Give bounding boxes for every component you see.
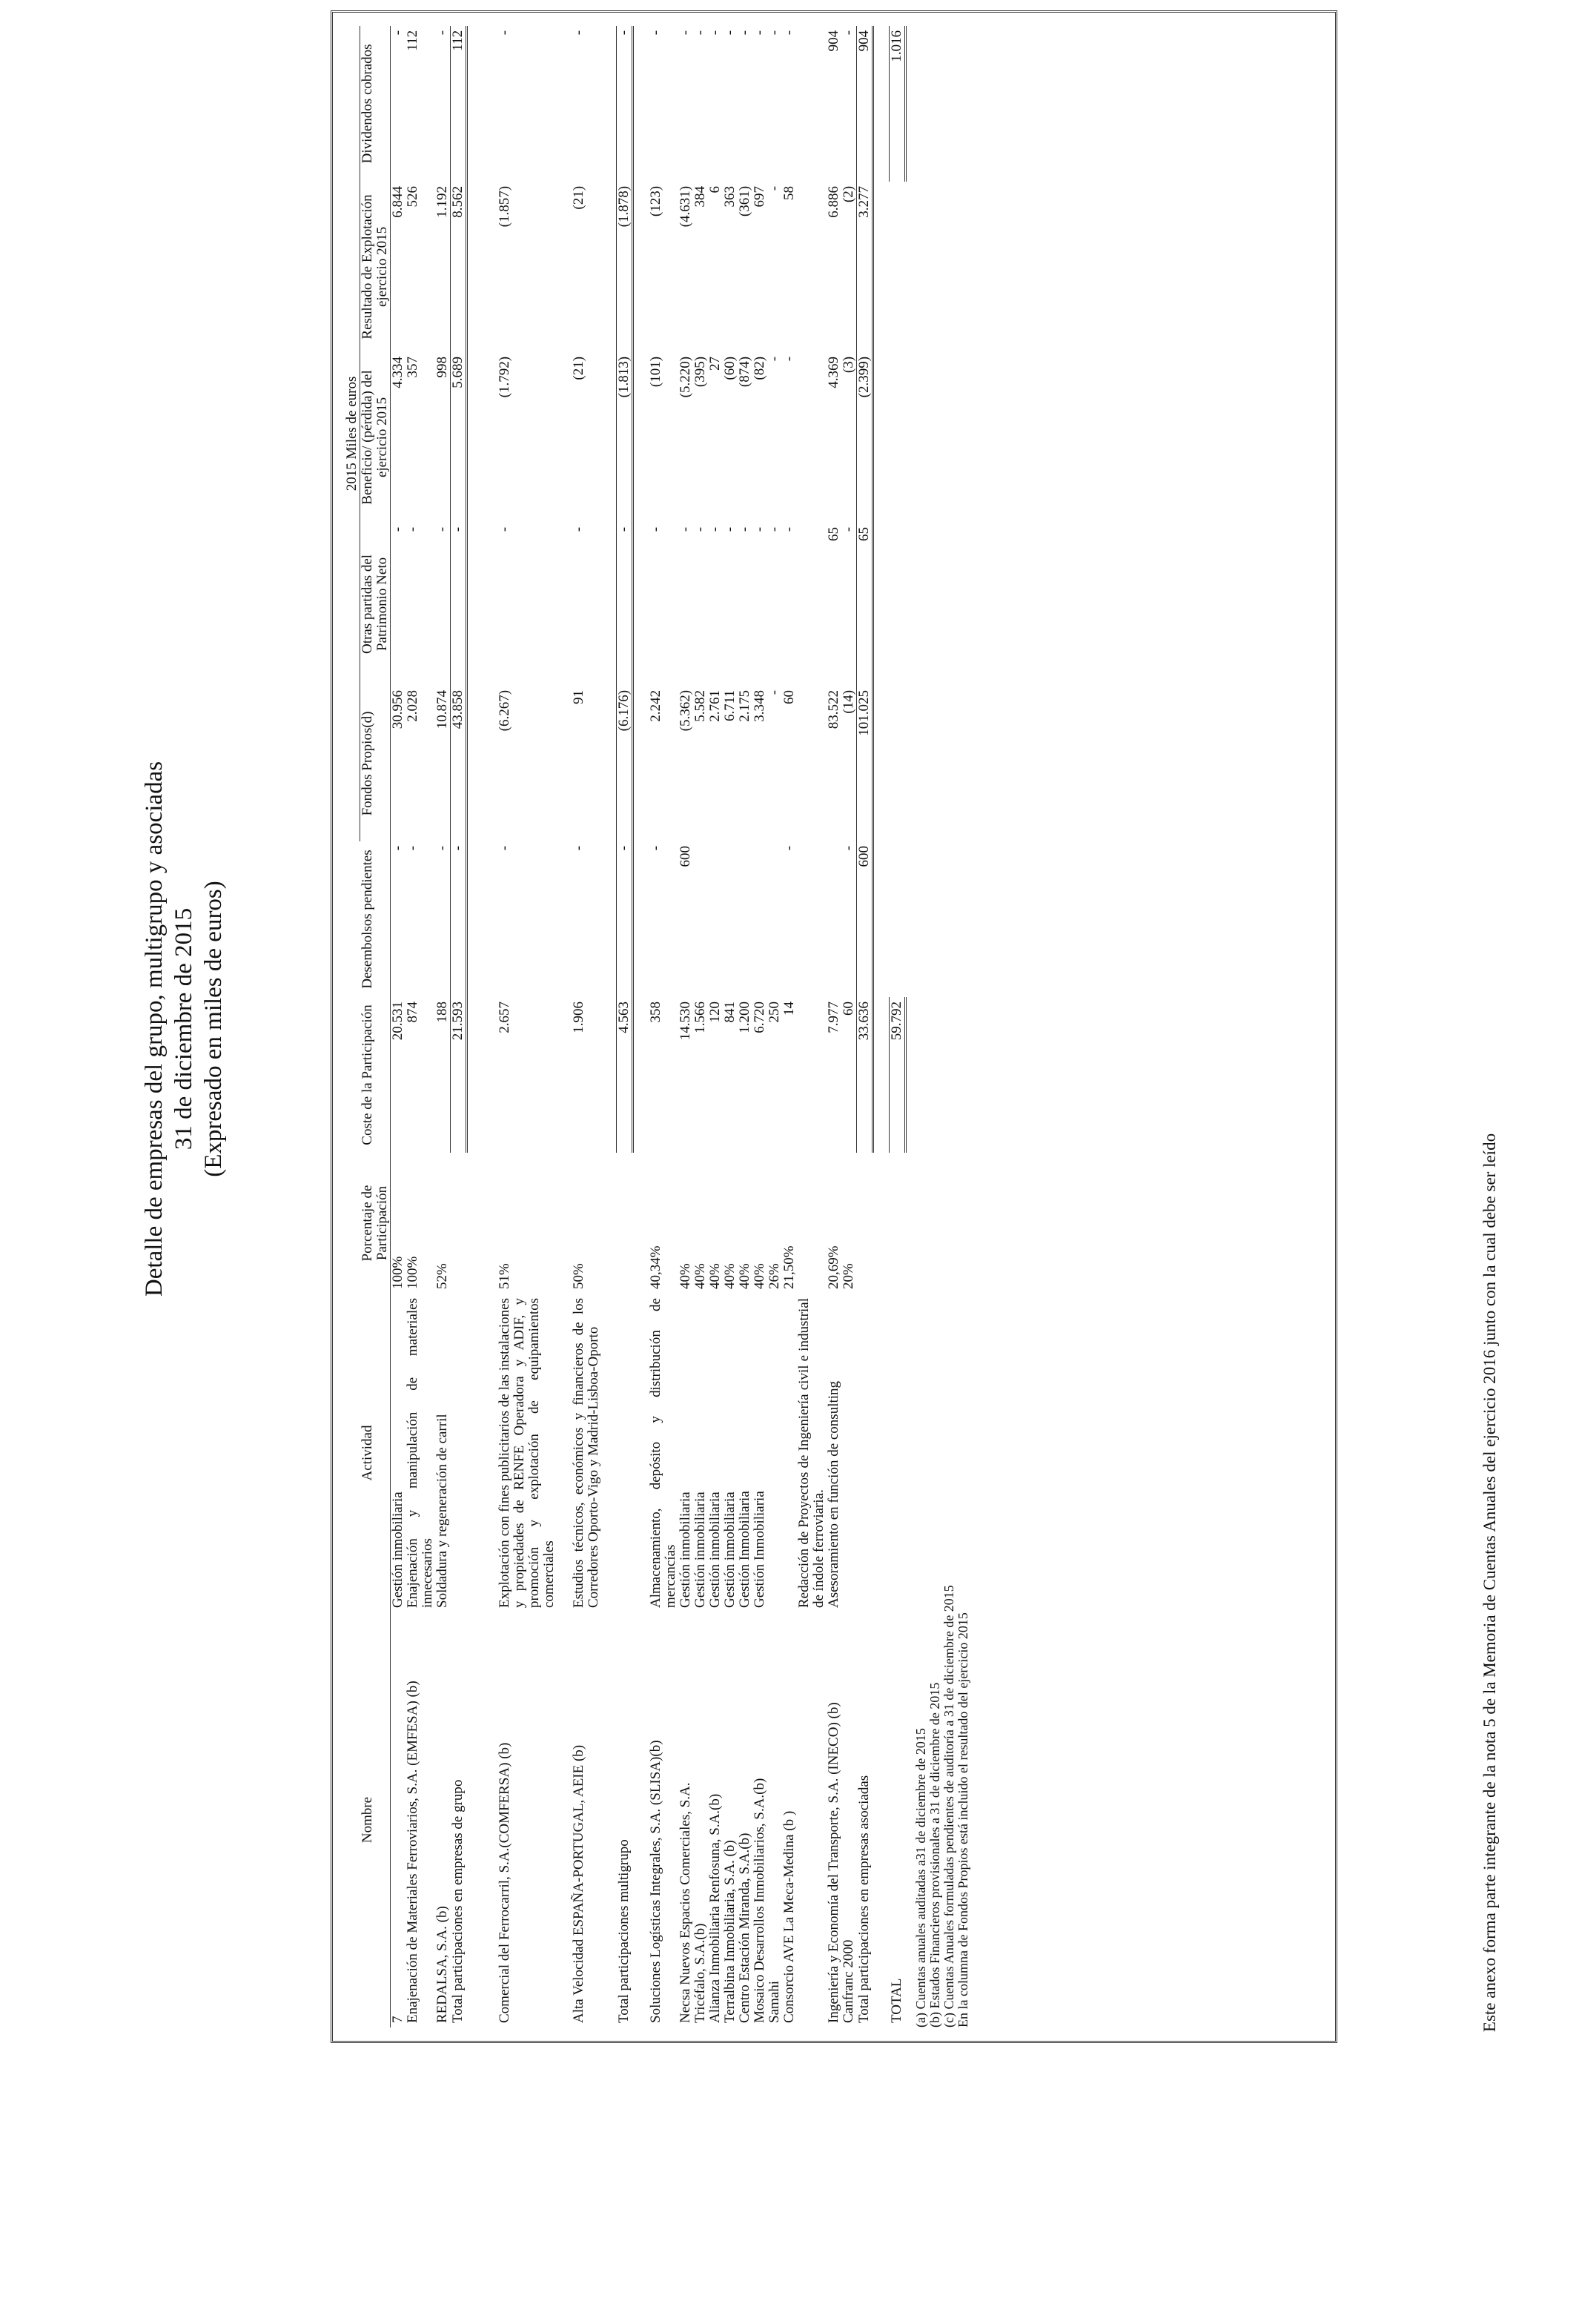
cell-dividendos: 112 [405, 30, 420, 51]
cell-desembolsos: - [781, 845, 797, 851]
cell-nombre: Enajenación de Materiales Ferroviarios, S.A. (EMFESA) (b) [405, 1681, 420, 2023]
cell-dividendos: - [648, 30, 663, 36]
total-beneficio: 5.689 [451, 352, 467, 523]
cell-dividendos: - [434, 30, 450, 36]
cell-actividad [782, 1294, 797, 1612]
cell-coste: 2.657 [497, 1002, 512, 1033]
cell-nombre: Ingeniería y Economía del Transporte, S.A. (INECO) (b) [826, 1702, 841, 2023]
cell-nombre: Necsa Nuevos Espacios Comerciales, S.A. [678, 1782, 693, 2023]
cell-desembolsos: - [390, 845, 405, 851]
cell-beneficio: 4.334 [390, 356, 405, 388]
total-row [617, 26, 633, 2027]
cell-porcentaje: 40,34% [648, 1245, 663, 1289]
total-beneficio: (2.399) [857, 352, 873, 523]
cell-actividad: Asesoramiento en función de consulting [826, 1380, 841, 1608]
cell-actividad: Gestión Inmobiliaria [752, 1491, 767, 1608]
footnote-d: En la columna de Fondos Propios está incluido el resultado del ejercicio 2015 [956, 1612, 970, 2027]
cell-actividad: Soldadura y regeneración de carril [434, 1414, 450, 1608]
total-resultado: (1.878) [617, 182, 633, 352]
cell-coste: 188 [434, 1002, 450, 1023]
cell-resultado: (2) [841, 185, 856, 203]
cell-resultado [797, 182, 827, 352]
cell-resultado: 526 [405, 185, 420, 208]
cell-fondos: 2.761 [707, 689, 723, 722]
cell-fondos: 60 [781, 689, 797, 704]
cell-desembolsos [708, 841, 723, 997]
cell-resultado: (21) [571, 185, 586, 210]
cell-fondos: 3.348 [752, 689, 767, 722]
header-nombre: Nombre [360, 1612, 391, 2027]
cell-actividad: Gestión inmobiliaria [390, 1492, 405, 1608]
cell-coste: 841 [722, 1002, 738, 1023]
cell-otras: - [678, 526, 693, 532]
total-otras: 65 [857, 523, 873, 686]
spacer-row [873, 26, 890, 2027]
cell-dividendos: - [678, 30, 693, 36]
cell-fondos: - [767, 689, 782, 695]
cell-porcentaje: 100% [390, 1256, 405, 1289]
cell-coste: 7.977 [826, 1002, 841, 1033]
cell-dividendos: - [722, 30, 738, 36]
cell-otras: - [692, 526, 708, 532]
cell-coste: 14 [781, 1002, 797, 1016]
cell-beneficio: 357 [405, 356, 420, 378]
footnote-a: (a) Cuentas anuales auditadas a31 de diciembre de 2015 [913, 1728, 928, 2027]
cell-coste [797, 997, 827, 1153]
cell-beneficio: (3) [841, 356, 856, 374]
total-beneficio [890, 352, 906, 523]
cell-fondos: 2.028 [405, 689, 420, 722]
total-label: TOTAL [888, 1978, 904, 2023]
cell-dividendos: - [767, 30, 782, 36]
table-row [841, 26, 857, 2027]
cell-actividad: Almacenamiento, depósito y distribución de mercancías [648, 1298, 678, 1608]
cell-porcentaje: 52% [434, 1263, 450, 1289]
cell-actividad: Gestión inmobiliaria [678, 1492, 693, 1608]
cell-porcentaje: 51% [497, 1263, 512, 1289]
table-row [782, 26, 797, 2027]
title-line-2: 31 de diciembre de 2015 [170, 907, 197, 1151]
total-row [857, 26, 873, 2027]
title-line-3: (Expresado en miles de euros) [200, 881, 227, 1177]
cell-dividendos: - [571, 30, 586, 36]
cell-resultado: 1.192 [434, 185, 450, 218]
total-coste: 33.636 [857, 997, 873, 1153]
cell-fondos: (6.267) [497, 689, 512, 732]
cell-coste: 20.531 [390, 1002, 405, 1041]
cell-desembolsos: - [405, 845, 420, 851]
cell-beneficio: 998 [434, 356, 450, 378]
cell-coste: 1.906 [571, 1002, 586, 1033]
cell-fondos: 91 [571, 689, 586, 704]
cell-nombre: Alta Velocidad ESPAÑA-PORTUGAL, AEIE (b) [571, 1744, 586, 2023]
cell-fondos: 10.874 [434, 689, 450, 729]
cell-porcentaje: 40% [707, 1263, 723, 1289]
table-row [435, 26, 451, 2027]
cell-resultado: 697 [752, 185, 767, 208]
cell-beneficio: - [767, 356, 782, 362]
total-row [890, 26, 906, 2027]
cell-desembolsos: - [648, 845, 663, 851]
table-row [678, 26, 693, 2027]
cell-desembolsos [827, 841, 841, 997]
cell-resultado: (4.631) [678, 185, 693, 228]
cell-resultado: 384 [692, 185, 708, 208]
header-beneficio: Beneficio/ (pérdida) del ejercicio 2015 [360, 352, 391, 523]
spacer-row [557, 26, 572, 2027]
document-title [139, 510, 228, 1548]
cell-otras: - [434, 526, 450, 532]
cell-desembolsos: - [841, 845, 856, 851]
cell-resultado: (361) [737, 185, 752, 217]
cell-coste: 60 [841, 1002, 856, 1016]
cell-coste: 120 [707, 1002, 723, 1023]
cell-nombre: Comercial del Ferrocarril, S.A.(COMFERSA) (b) [497, 1742, 512, 2023]
cell-resultado: (1.857) [497, 185, 512, 228]
participations-sheet [345, 26, 1323, 2027]
header-actividad: Actividad [360, 1294, 391, 1612]
cell-porcentaje: 20% [841, 1263, 856, 1289]
total-coste: 4.563 [617, 997, 633, 1153]
cell-otras: - [390, 526, 405, 532]
total-row [451, 26, 467, 2027]
cell-nombre: Mosaico Desarrollos Inmobiliarios, S.A.(b) [752, 1778, 767, 2023]
total-resultado: 3.277 [857, 182, 873, 352]
cell-resultado: 6.886 [826, 185, 841, 218]
cell-beneficio: - [781, 356, 797, 362]
cell-otras: - [571, 526, 586, 532]
cell-desembolsos: - [571, 845, 586, 851]
cell-actividad: Gestión Inmobiliaria [737, 1491, 752, 1608]
cell-desembolsos [752, 841, 767, 997]
total-dividendos: 112 [451, 26, 467, 182]
cell-porcentaje: 40% [722, 1263, 738, 1289]
cell-porcentaje: 21,50% [781, 1245, 797, 1289]
cell-fondos: 2.175 [737, 689, 752, 722]
spacer-row [467, 26, 483, 2027]
cell-beneficio [797, 352, 827, 523]
header-coste: Coste de la Participación [360, 997, 391, 1153]
cell-fondos: 6.711 [722, 689, 738, 721]
cell-desembolsos [723, 841, 738, 997]
cell-resultado: (123) [648, 185, 663, 217]
cell-dividendos: - [390, 30, 405, 36]
cell-desembolsos [767, 841, 782, 997]
cell-beneficio: (874) [737, 356, 752, 388]
cell-resultado: - [767, 185, 782, 191]
cell-beneficio: (395) [692, 356, 708, 388]
cell-otras: 65 [826, 526, 841, 541]
total-coste: 59.792 [890, 997, 906, 1153]
cell-nombre: Centro Estación Miranda, S.A.(b) [737, 1833, 752, 2023]
cell-porcentaje: 100% [405, 1256, 420, 1289]
cell-porcentaje: 40% [752, 1263, 767, 1289]
cell-beneficio: (60) [722, 356, 738, 380]
table-row [572, 26, 601, 2027]
cell-nombre: Tricéfalo, S.A.(b) [692, 1923, 708, 2023]
footer-note: Este anexo forma parte integrante de la nota 5 de la Memoria de Cuentas Anuales del ejercicio 2016 junto con la cual debe ser leído [1480, 1133, 1499, 2033]
cell-dividendos: - [692, 30, 708, 36]
cell-nombre: Canfranc 2000 [841, 1939, 856, 2023]
cell-resultado: 363 [722, 185, 738, 208]
cell-nombre: Soluciones Logísticas Integrales, S.A. (SLISA)(b) [648, 1740, 663, 2023]
cell-otras: - [497, 526, 512, 532]
cell-dividendos [797, 26, 827, 182]
table-row [391, 26, 406, 2027]
footnote-c: (c) Cuentas Anuales formuladas pendientes de auditoría a 31 de diciembre de 2015 [941, 1585, 956, 2027]
header-desembolsos: Desembolsos pendientes [360, 841, 391, 997]
cell-nombre: Alianza Inmobiliaria Renfosuna, S.A.(b) [707, 1793, 723, 2023]
cell-coste: 1.200 [737, 1002, 752, 1033]
total-desembolsos [890, 841, 906, 997]
footnotes [914, 26, 970, 2027]
cell-beneficio: (101) [648, 356, 663, 388]
cell-beneficio: 27 [707, 356, 723, 371]
cell-fondos: 2.242 [648, 689, 663, 722]
cell-actividad: Gestión inmobiliaria [692, 1492, 708, 1608]
cell-otras: - [841, 526, 856, 532]
total-otras: - [617, 523, 633, 686]
total-fondos [890, 686, 906, 841]
total-dividendos: - [617, 26, 633, 182]
cell-otras: - [722, 526, 738, 532]
header-resultado: Resultado de Explotación ejercicio 2015 [360, 182, 391, 352]
spacer-row [483, 26, 497, 2027]
participations-table [345, 26, 907, 2027]
total-resultado: 8.562 [451, 182, 467, 352]
cell-resultado: 6.844 [390, 185, 405, 218]
cell-actividad: Gestión inmobiliaria [707, 1492, 723, 1608]
cell-dividendos: 904 [826, 30, 841, 52]
spacer-row [601, 26, 617, 2027]
total-desembolsos: - [451, 841, 467, 997]
cell-desembolsos: 600 [678, 845, 693, 867]
cell-porcentaje [797, 1153, 827, 1294]
cell-actividad: Redacción de Proyectos de Ingeniería civil e industrial de índole ferroviaria. [796, 1298, 827, 1608]
cell-otras: - [405, 526, 420, 532]
cell-beneficio: (82) [752, 356, 767, 380]
cell-dividendos: - [781, 30, 797, 36]
cell-porcentaje: 26% [767, 1263, 782, 1289]
header-dividendos: Dividendos cobrados [360, 26, 391, 182]
total-fondos: 43.858 [451, 686, 467, 841]
cell-dividendos: - [707, 30, 723, 36]
cell-nombre [797, 1612, 827, 2027]
cell-porcentaje: 40% [692, 1263, 708, 1289]
total-fondos: 101.025 [857, 686, 873, 841]
cell-porcentaje: 40% [737, 1263, 752, 1289]
cell-actividad [767, 1294, 782, 1612]
cell-coste: 1.566 [692, 1002, 708, 1033]
cell-desembolsos [797, 841, 827, 997]
footnote-b: (b) Estados Financieros provisionales a 31 de diciembre de 2015 [927, 1682, 942, 2027]
cell-nombre: REDALSA, S.A. (b) [434, 1906, 450, 2023]
cell-coste: 14.530 [678, 1002, 693, 1041]
total-label: Total participaciones en empresas de grupo [449, 1779, 466, 2023]
cell-fondos: 83.522 [826, 689, 841, 729]
cell-beneficio: 4.369 [826, 356, 841, 388]
spacer-row [633, 26, 649, 2027]
cell-nombre: Consorcio AVE La Meca-Medina (b ) [781, 1810, 797, 2023]
table-row [738, 26, 752, 2027]
cell-resultado: 6 [707, 185, 723, 193]
cell-actividad [841, 1294, 857, 1612]
table-row [693, 26, 708, 2027]
cell-otras: - [648, 526, 663, 532]
table-row [767, 26, 782, 2027]
cell-desembolsos: - [434, 845, 450, 851]
title-line-1: Detalle de empresas del grupo, multigrupo y asociadas [141, 761, 168, 1297]
cell-dividendos: - [497, 30, 512, 36]
cell-coste: 6.720 [752, 1002, 767, 1033]
cell-fondos: 30.956 [390, 689, 405, 729]
cell-desembolsos: - [497, 845, 512, 851]
total-otras [890, 523, 906, 686]
table-row [752, 26, 767, 2027]
cell-actividad: Gestión inmobiliaria [722, 1492, 738, 1608]
total-otras: - [451, 523, 467, 686]
table-row [405, 26, 435, 2027]
cell-otras: - [752, 526, 767, 532]
total-label: Total participaciones en empresas asociadas [855, 1775, 872, 2023]
cell-nombre: Samahi [767, 1981, 782, 2023]
cell-resultado: 58 [781, 185, 797, 200]
cell-porcentaje: 20,69% [826, 1245, 841, 1289]
table-row [827, 26, 841, 2027]
super-header: 2015 Miles de euros [345, 26, 360, 841]
total-desembolsos: - [617, 841, 633, 997]
cell-coste: 250 [767, 1002, 782, 1023]
total-label: Total participaciones multigrupo [615, 1839, 632, 2023]
cell-otras: - [781, 526, 797, 532]
header-fondos: Fondos Propios(d) [360, 686, 391, 841]
cell-otras [797, 523, 827, 686]
cell-beneficio: (21) [571, 356, 586, 380]
cell-fondos: (14) [841, 689, 856, 714]
cell-porcentaje: 40% [678, 1263, 693, 1289]
table-row [708, 26, 723, 2027]
cell-beneficio: (5.220) [678, 356, 693, 398]
cell-actividad: Explotación con fines publicitarios de las instalaciones y propiedades de RENFE Operadora y ADIF, y promoción y explotación de equipamientos comerciales [497, 1298, 557, 1608]
total-coste: 21.593 [451, 997, 467, 1153]
cell-dividendos: - [752, 30, 767, 36]
cell-coste: 874 [405, 1002, 420, 1023]
cell-fondos [797, 686, 827, 841]
cell-desembolsos [738, 841, 752, 997]
total-dividendos: 904 [857, 26, 873, 182]
table-row [723, 26, 738, 2027]
cell-nombre: 7 [390, 2016, 405, 2023]
cell-coste: 358 [648, 1002, 663, 1023]
total-desembolsos: 600 [857, 841, 873, 997]
header-otras: Otras partidas del Patrimonio Neto [360, 523, 391, 686]
cell-beneficio: (1.792) [497, 356, 512, 398]
cell-otras: - [767, 526, 782, 532]
cell-actividad: Enajenación y manipulación de materiales innecesarios [405, 1298, 435, 1608]
cell-otras: - [707, 526, 723, 532]
total-fondos: (6.176) [617, 686, 633, 841]
table-row [497, 26, 557, 2027]
cell-fondos: 5.582 [692, 689, 708, 722]
total-resultado [890, 182, 906, 352]
cell-porcentaje: 50% [571, 1263, 586, 1289]
cell-nombre: Terralbina Inmobiliaria, S.A. (b) [722, 1840, 738, 2023]
cell-otras: - [737, 526, 752, 532]
cell-actividad: Estudios técnicos, económicos y financieros de los Corredores Oporto-Vigo y Madrid-Lisboa-Oporto [571, 1298, 601, 1608]
table-row [649, 26, 678, 2027]
cell-desembolsos [693, 841, 708, 997]
total-beneficio: (1.813) [617, 352, 633, 523]
cell-dividendos: - [737, 30, 752, 36]
total-dividendos: 1.016 [890, 26, 906, 182]
cell-dividendos: - [841, 30, 856, 36]
cell-fondos: (5.362) [678, 689, 693, 732]
header-porcentaje: Porcentaje de Participación [360, 1153, 391, 1294]
table-row [797, 26, 827, 2027]
